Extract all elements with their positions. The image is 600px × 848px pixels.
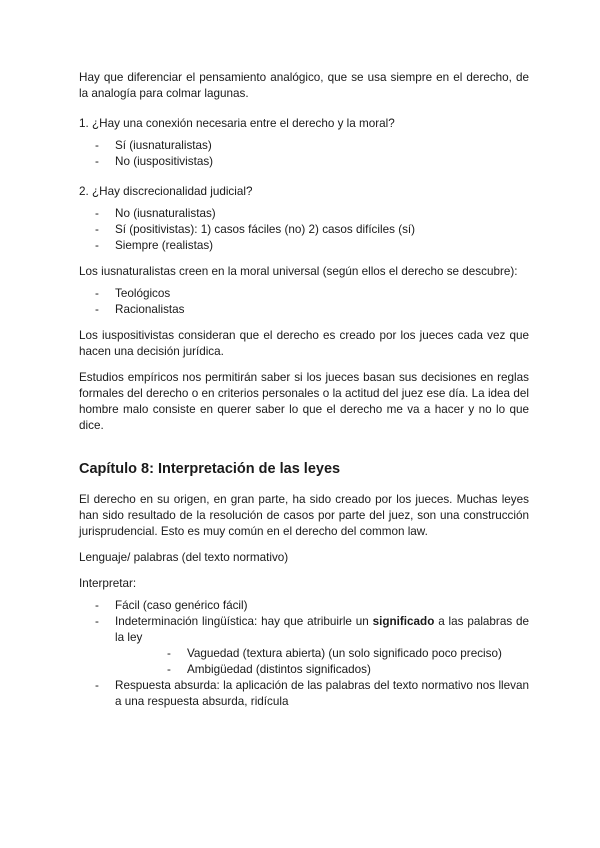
list-item-text: Vaguedad (textura abierta) (un solo significado poco preciso) bbox=[187, 647, 502, 660]
list-item bbox=[79, 222, 529, 238]
list-item bbox=[79, 614, 529, 678]
list-item bbox=[79, 286, 529, 302]
chapter-intro-paragraph: El derecho en su origen, en gran parte, ha sido creado por los jueces. Muchas leyes han sido resultado de la resolución de casos por parte del juez, son una construcción jurisprudencial. Esto es muy común en el derecho del common law. bbox=[79, 493, 529, 538]
dash-marker: - bbox=[167, 663, 171, 676]
list-item-text: No (iusnaturalistas) bbox=[115, 207, 216, 220]
indeterminacion-sublist bbox=[115, 646, 529, 678]
list-item-text: No (iuspositivistas) bbox=[115, 155, 214, 168]
list-item-text: Sí (positivistas): 1) casos fáciles (no) 2) casos difíciles (sí) bbox=[115, 223, 416, 236]
dash-marker: - bbox=[95, 599, 99, 612]
dash-marker: - bbox=[95, 615, 99, 628]
iuspositivistas-paragraph: Los iuspositivistas consideran que el derecho es creado por los jueces cada vez que hacen una decisión jurídica. bbox=[79, 329, 529, 358]
bold-term: significado bbox=[372, 615, 435, 628]
list-item-text: Ambigüedad (distintos significados) bbox=[187, 663, 371, 676]
chapter-heading: Capítulo 8: Interpretación de las leyes bbox=[79, 461, 341, 477]
list-item-text: Sí (iusnaturalistas) bbox=[115, 139, 212, 152]
dash-marker: - bbox=[95, 155, 99, 168]
list-item-text: Siempre (realistas) bbox=[115, 239, 214, 252]
list-item bbox=[79, 678, 529, 710]
list-item bbox=[79, 138, 529, 154]
question-1-list bbox=[79, 138, 529, 170]
interpretar-list bbox=[79, 598, 529, 710]
list-item bbox=[79, 206, 529, 222]
dash-marker: - bbox=[95, 239, 99, 252]
dash-marker: - bbox=[95, 207, 99, 220]
dash-marker: - bbox=[95, 303, 99, 316]
intro-paragraph: Hay que diferenciar el pensamiento analógico, que se usa siempre en el derecho, de la analogía para colmar lagunas. bbox=[79, 71, 529, 100]
list-item bbox=[79, 302, 529, 318]
list-item bbox=[79, 238, 529, 254]
document-page bbox=[79, 70, 529, 710]
dash-marker: - bbox=[95, 679, 99, 692]
dash-marker: - bbox=[95, 287, 99, 300]
list-item-text: Fácil (caso genérico fácil) bbox=[115, 599, 248, 612]
lenguaje-paragraph: Lenguaje/ palabras (del texto normativo) bbox=[79, 551, 289, 564]
dash-marker: - bbox=[95, 223, 99, 236]
question-1: 1. ¿Hay una conexión necesaria entre el derecho y la moral? bbox=[79, 117, 395, 130]
list-item-text: Respuesta absurda: la aplicación de las palabras del texto normativo nos llevan a una respuesta absurda, ridícula bbox=[115, 679, 529, 708]
iusnaturalistas-list bbox=[79, 286, 529, 318]
iusnaturalistas-paragraph: Los iusnaturalistas creen en la moral universal (según ellos el derecho se descubre): bbox=[79, 265, 518, 278]
dash-marker: - bbox=[95, 139, 99, 152]
estudios-paragraph: Estudios empíricos nos permitirán saber si los jueces basan sus decisiones en reglas formales del derecho o en criterios personales o la actitud del juez ese día. La idea del hombre malo consiste en querer saber lo que el derecho me va a hacer y no lo que dice. bbox=[79, 371, 529, 432]
list-item bbox=[79, 598, 529, 614]
question-2-list bbox=[79, 206, 529, 254]
question-2: 2. ¿Hay discrecionalidad judicial? bbox=[79, 185, 253, 198]
list-item-text: Indeterminación lingüística: hay que atribuirle un bbox=[115, 615, 373, 628]
list-item bbox=[79, 154, 529, 170]
list-item-text: a las palabras de la ley bbox=[115, 615, 530, 644]
list-item-text: Racionalistas bbox=[115, 303, 185, 316]
sub-list-item bbox=[151, 662, 529, 678]
interpretar-label: Interpretar: bbox=[79, 577, 137, 590]
sub-list-item bbox=[151, 646, 529, 662]
dash-marker: - bbox=[167, 647, 171, 660]
list-item-text: Teológicos bbox=[115, 287, 171, 300]
